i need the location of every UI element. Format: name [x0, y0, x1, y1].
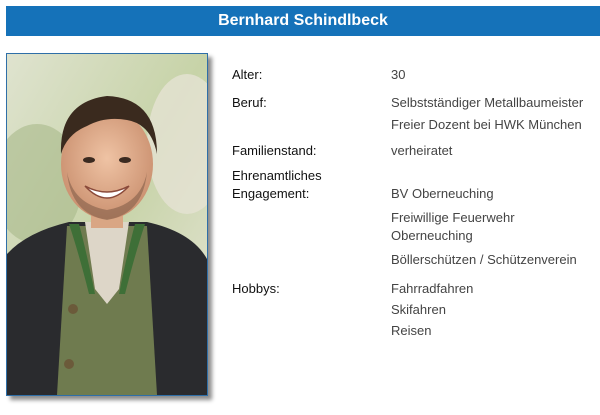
engagement-label-line-2: Engagement:: [232, 186, 310, 201]
engagement-value-4: Böllerschützen / Schützenverein: [391, 252, 577, 267]
age-label: Alter:: [232, 67, 263, 82]
profile-header: [6, 6, 600, 36]
engagement-value-1: BV Oberneuching: [391, 186, 494, 201]
marital-value: verheiratet: [391, 143, 453, 158]
portrait-photo: [6, 53, 208, 396]
job-value-1: Selbstständiger Metallbaumeister: [391, 95, 584, 110]
job-label: Beruf:: [232, 95, 267, 110]
engagement-value-2: Freiwillige Feuerwehr: [391, 210, 515, 225]
job-value-2: Freier Dozent bei HWK München: [391, 117, 582, 132]
hobbies-value-2: Skifahren: [391, 302, 446, 317]
engagement-label: [232, 167, 382, 203]
hobbies-value-3: Reisen: [391, 323, 432, 338]
portrait-image: [7, 54, 207, 395]
hobbies-value-1: Fahrradfahren: [391, 281, 474, 296]
engagement-value-3: Oberneuching: [391, 228, 473, 243]
profile-name: Bernhard Schindlbeck: [218, 12, 388, 29]
hobbies-label: Hobbys:: [232, 281, 280, 296]
engagement-label-line-1: Ehrenamtliches: [232, 168, 322, 183]
age-value: 30: [391, 67, 406, 82]
marital-label: Familienstand:: [232, 143, 317, 158]
